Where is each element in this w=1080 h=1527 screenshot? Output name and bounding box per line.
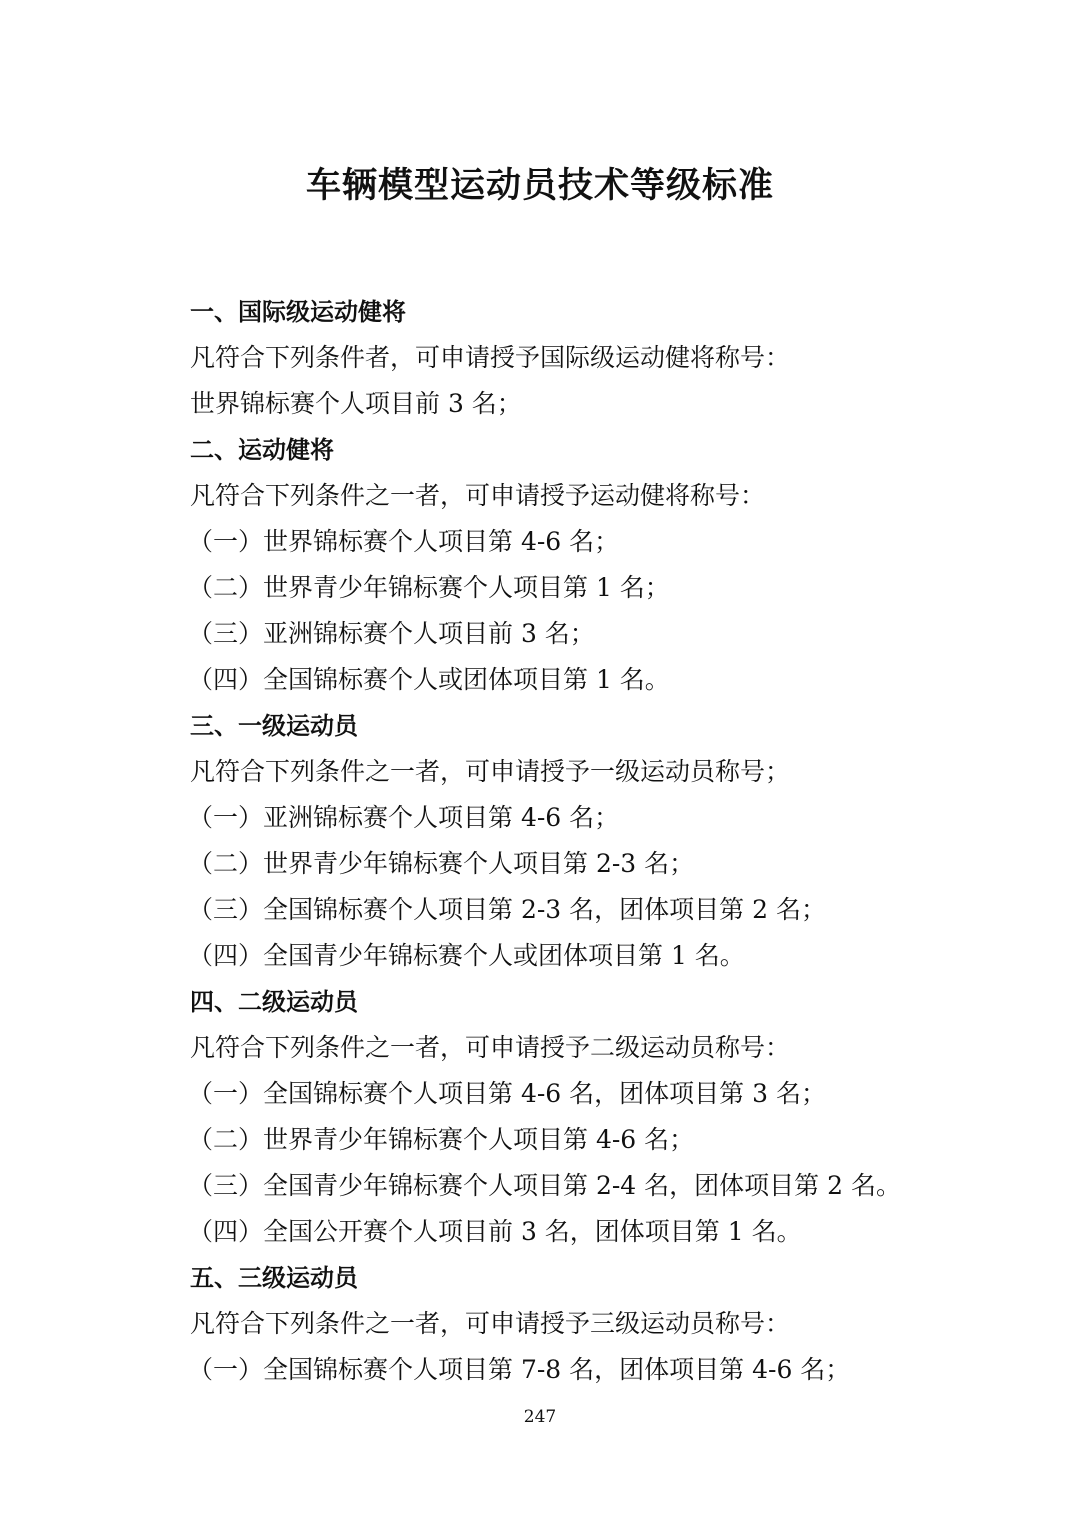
list-item: （一）亚洲锦标赛个人项目第 4-6 名； bbox=[188, 803, 620, 832]
list-item: （二）世界青少年锦标赛个人项目第 4-6 名； bbox=[188, 1125, 695, 1154]
paragraph-line: 凡符合下列条件者，可申请授予国际级运动健将称号： bbox=[190, 343, 791, 372]
section-heading: 五、三级运动员 bbox=[190, 1264, 358, 1292]
paragraph-line: 世界锦标赛个人项目前 3 名； bbox=[190, 389, 522, 418]
document-body bbox=[190, 289, 1030, 1393]
list-item: （四）全国青少年锦标赛个人或团体项目第 1 名。 bbox=[188, 941, 745, 970]
section-heading: 一、国际级运动健将 bbox=[190, 298, 406, 326]
list-item: （二）世界青少年锦标赛个人项目第 2-3 名； bbox=[188, 849, 695, 878]
paragraph-line: 凡符合下列条件之一者，可申请授予二级运动员称号： bbox=[190, 1033, 791, 1062]
page-number: 247 bbox=[523, 1407, 557, 1427]
paragraph-line: 凡符合下列条件之一者，可申请授予一级运动员称号； bbox=[190, 757, 791, 786]
list-item: （三）亚洲锦标赛个人项目前 3 名； bbox=[188, 619, 595, 648]
list-item: （一）全国锦标赛个人项目第 4-6 名，团体项目第 3 名； bbox=[188, 1079, 826, 1108]
list-item: （四）全国公开赛个人项目前 3 名，团体项目第 1 名。 bbox=[188, 1217, 802, 1246]
document-title: 车辆模型运动员技术等级标准 bbox=[305, 166, 774, 206]
list-item: （三）全国青少年锦标赛个人项目第 2-4 名，团体项目第 2 名。 bbox=[188, 1171, 901, 1200]
list-item: （二）世界青少年锦标赛个人项目第 1 名； bbox=[188, 573, 670, 602]
list-item: （四）全国锦标赛个人或团体项目第 1 名。 bbox=[188, 665, 670, 694]
section-heading: 四、二级运动员 bbox=[190, 988, 358, 1016]
list-item: （一）世界锦标赛个人项目第 4-6 名； bbox=[188, 527, 620, 556]
list-item: （三）全国锦标赛个人项目第 2-3 名，团体项目第 2 名； bbox=[188, 895, 826, 924]
list-item: （一）全国锦标赛个人项目第 7-8 名，团体项目第 4-6 名； bbox=[188, 1355, 851, 1384]
section-heading: 三、一级运动员 bbox=[190, 712, 358, 740]
paragraph-line: 凡符合下列条件之一者，可申请授予运动健将称号： bbox=[190, 481, 766, 510]
paragraph-line: 凡符合下列条件之一者，可申请授予三级运动员称号： bbox=[190, 1309, 791, 1338]
section-heading: 二、运动健将 bbox=[190, 436, 334, 464]
